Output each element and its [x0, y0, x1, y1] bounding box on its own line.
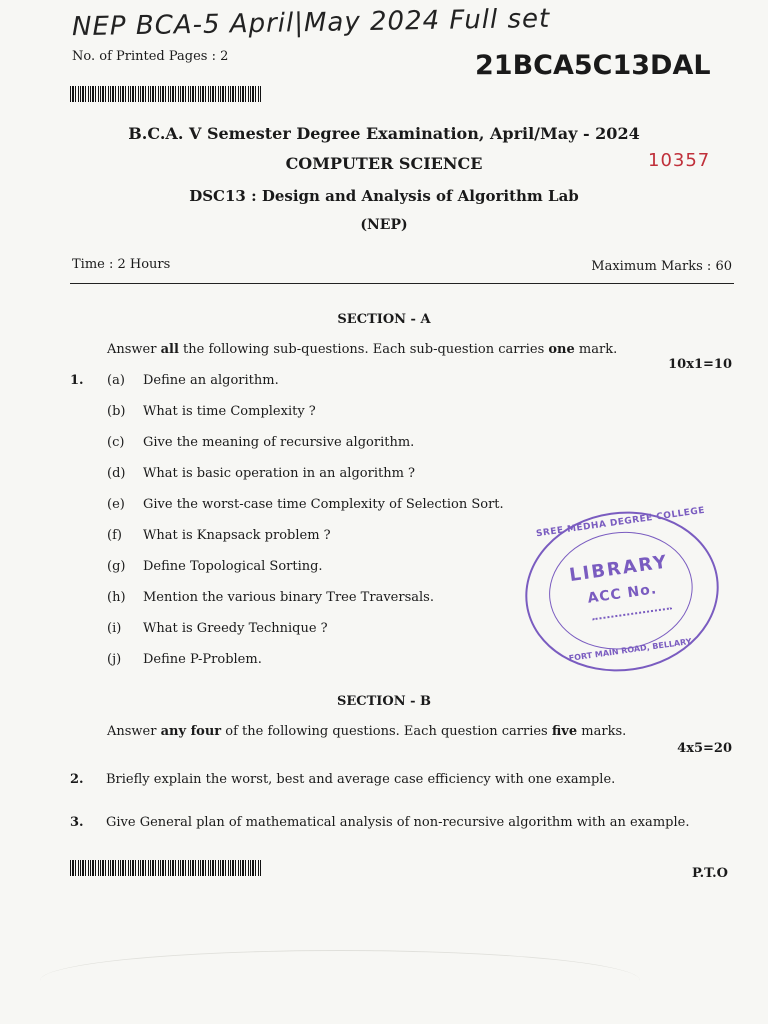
sub-question-label: (j)	[107, 652, 122, 667]
library-stamp	[515, 499, 729, 683]
stamp-ring-top: SREE MEDHA DEGREE COLLEGE	[535, 505, 706, 540]
sub-question-text: Mention the various binary Tree Traversals.	[143, 590, 434, 605]
sub-question-label: (a)	[107, 373, 125, 388]
question-text: Briefly explain the worst, best and average case efficiency with one example.	[106, 772, 616, 787]
sub-question-text: What is basic operation in an algorithm ?	[143, 466, 416, 481]
section-a-marks: 10x1=10	[668, 357, 732, 372]
printed-pages: No. of Printed Pages : 2	[72, 49, 229, 64]
stamp-ring-bottom: FORT MAIN ROAD, BELLARY	[568, 636, 693, 663]
scan-artifact	[40, 950, 640, 1011]
question-number: 2.	[70, 772, 84, 787]
sub-question-text: Give the worst-case time Complexity of Selection Sort.	[143, 497, 504, 512]
max-marks: Maximum Marks : 60	[591, 259, 732, 274]
sub-question-text: Define P-Problem.	[143, 652, 262, 667]
sub-question-label: (i)	[107, 621, 122, 636]
subject: COMPUTER SCIENCE	[285, 154, 483, 173]
sub-question-label: (f)	[107, 528, 122, 543]
scheme: (NEP)	[360, 217, 408, 233]
sub-question-text: What is Greedy Technique ?	[143, 621, 328, 636]
time: Time : 2 Hours	[72, 257, 171, 272]
sub-question-label: (b)	[107, 404, 126, 419]
sub-question-text: Define Topological Sorting.	[143, 559, 323, 574]
sub-question-label: (h)	[107, 590, 126, 605]
exam-title: B.C.A. V Semester Degree Examination, April/May - 2024	[128, 124, 640, 143]
question-text: Give General plan of mathematical analysis of non-recursive algorithm with an example.	[106, 815, 690, 830]
section-a-instructions: Answer all the following sub-questions. Each sub-question carries one mark.	[107, 342, 618, 357]
sub-question-label: (g)	[107, 559, 126, 574]
handwritten-number: 10357	[648, 150, 711, 171]
header-rule	[70, 283, 734, 284]
handwritten-note: NEP BCA-5 April|May 2024 Full set	[71, 3, 551, 43]
section-b-instructions: Answer any four of the following questions. Each question carries five marks.	[107, 724, 627, 739]
sub-question-text: Define an algorithm.	[143, 373, 279, 388]
barcode-top	[70, 86, 262, 102]
section-b-marks: 4x5=20	[677, 741, 732, 756]
paper-title: DSC13 : Design and Analysis of Algorithm Lab	[189, 187, 579, 205]
question-number-1: 1.	[70, 373, 84, 388]
section-a-title: SECTION - A	[337, 312, 431, 327]
sub-question-label: (c)	[107, 435, 125, 450]
sub-question-text: What is time Complexity ?	[143, 404, 316, 419]
paper-code: 21BCA5C13DAL	[475, 50, 711, 81]
stamp-library: LIBRARY	[568, 551, 670, 587]
sub-question-text: What is Knapsack problem ?	[143, 528, 331, 543]
barcode-bottom	[70, 860, 262, 876]
sub-question-label: (e)	[107, 497, 125, 512]
stamp-acc-no: ACC No.	[586, 581, 659, 607]
sub-question-text: Give the meaning of recursive algorithm.	[143, 435, 415, 450]
pto: P.T.O	[692, 866, 728, 881]
section-b-title: SECTION - B	[336, 694, 432, 709]
sub-question-label: (d)	[107, 466, 126, 481]
question-number: 3.	[70, 815, 84, 830]
